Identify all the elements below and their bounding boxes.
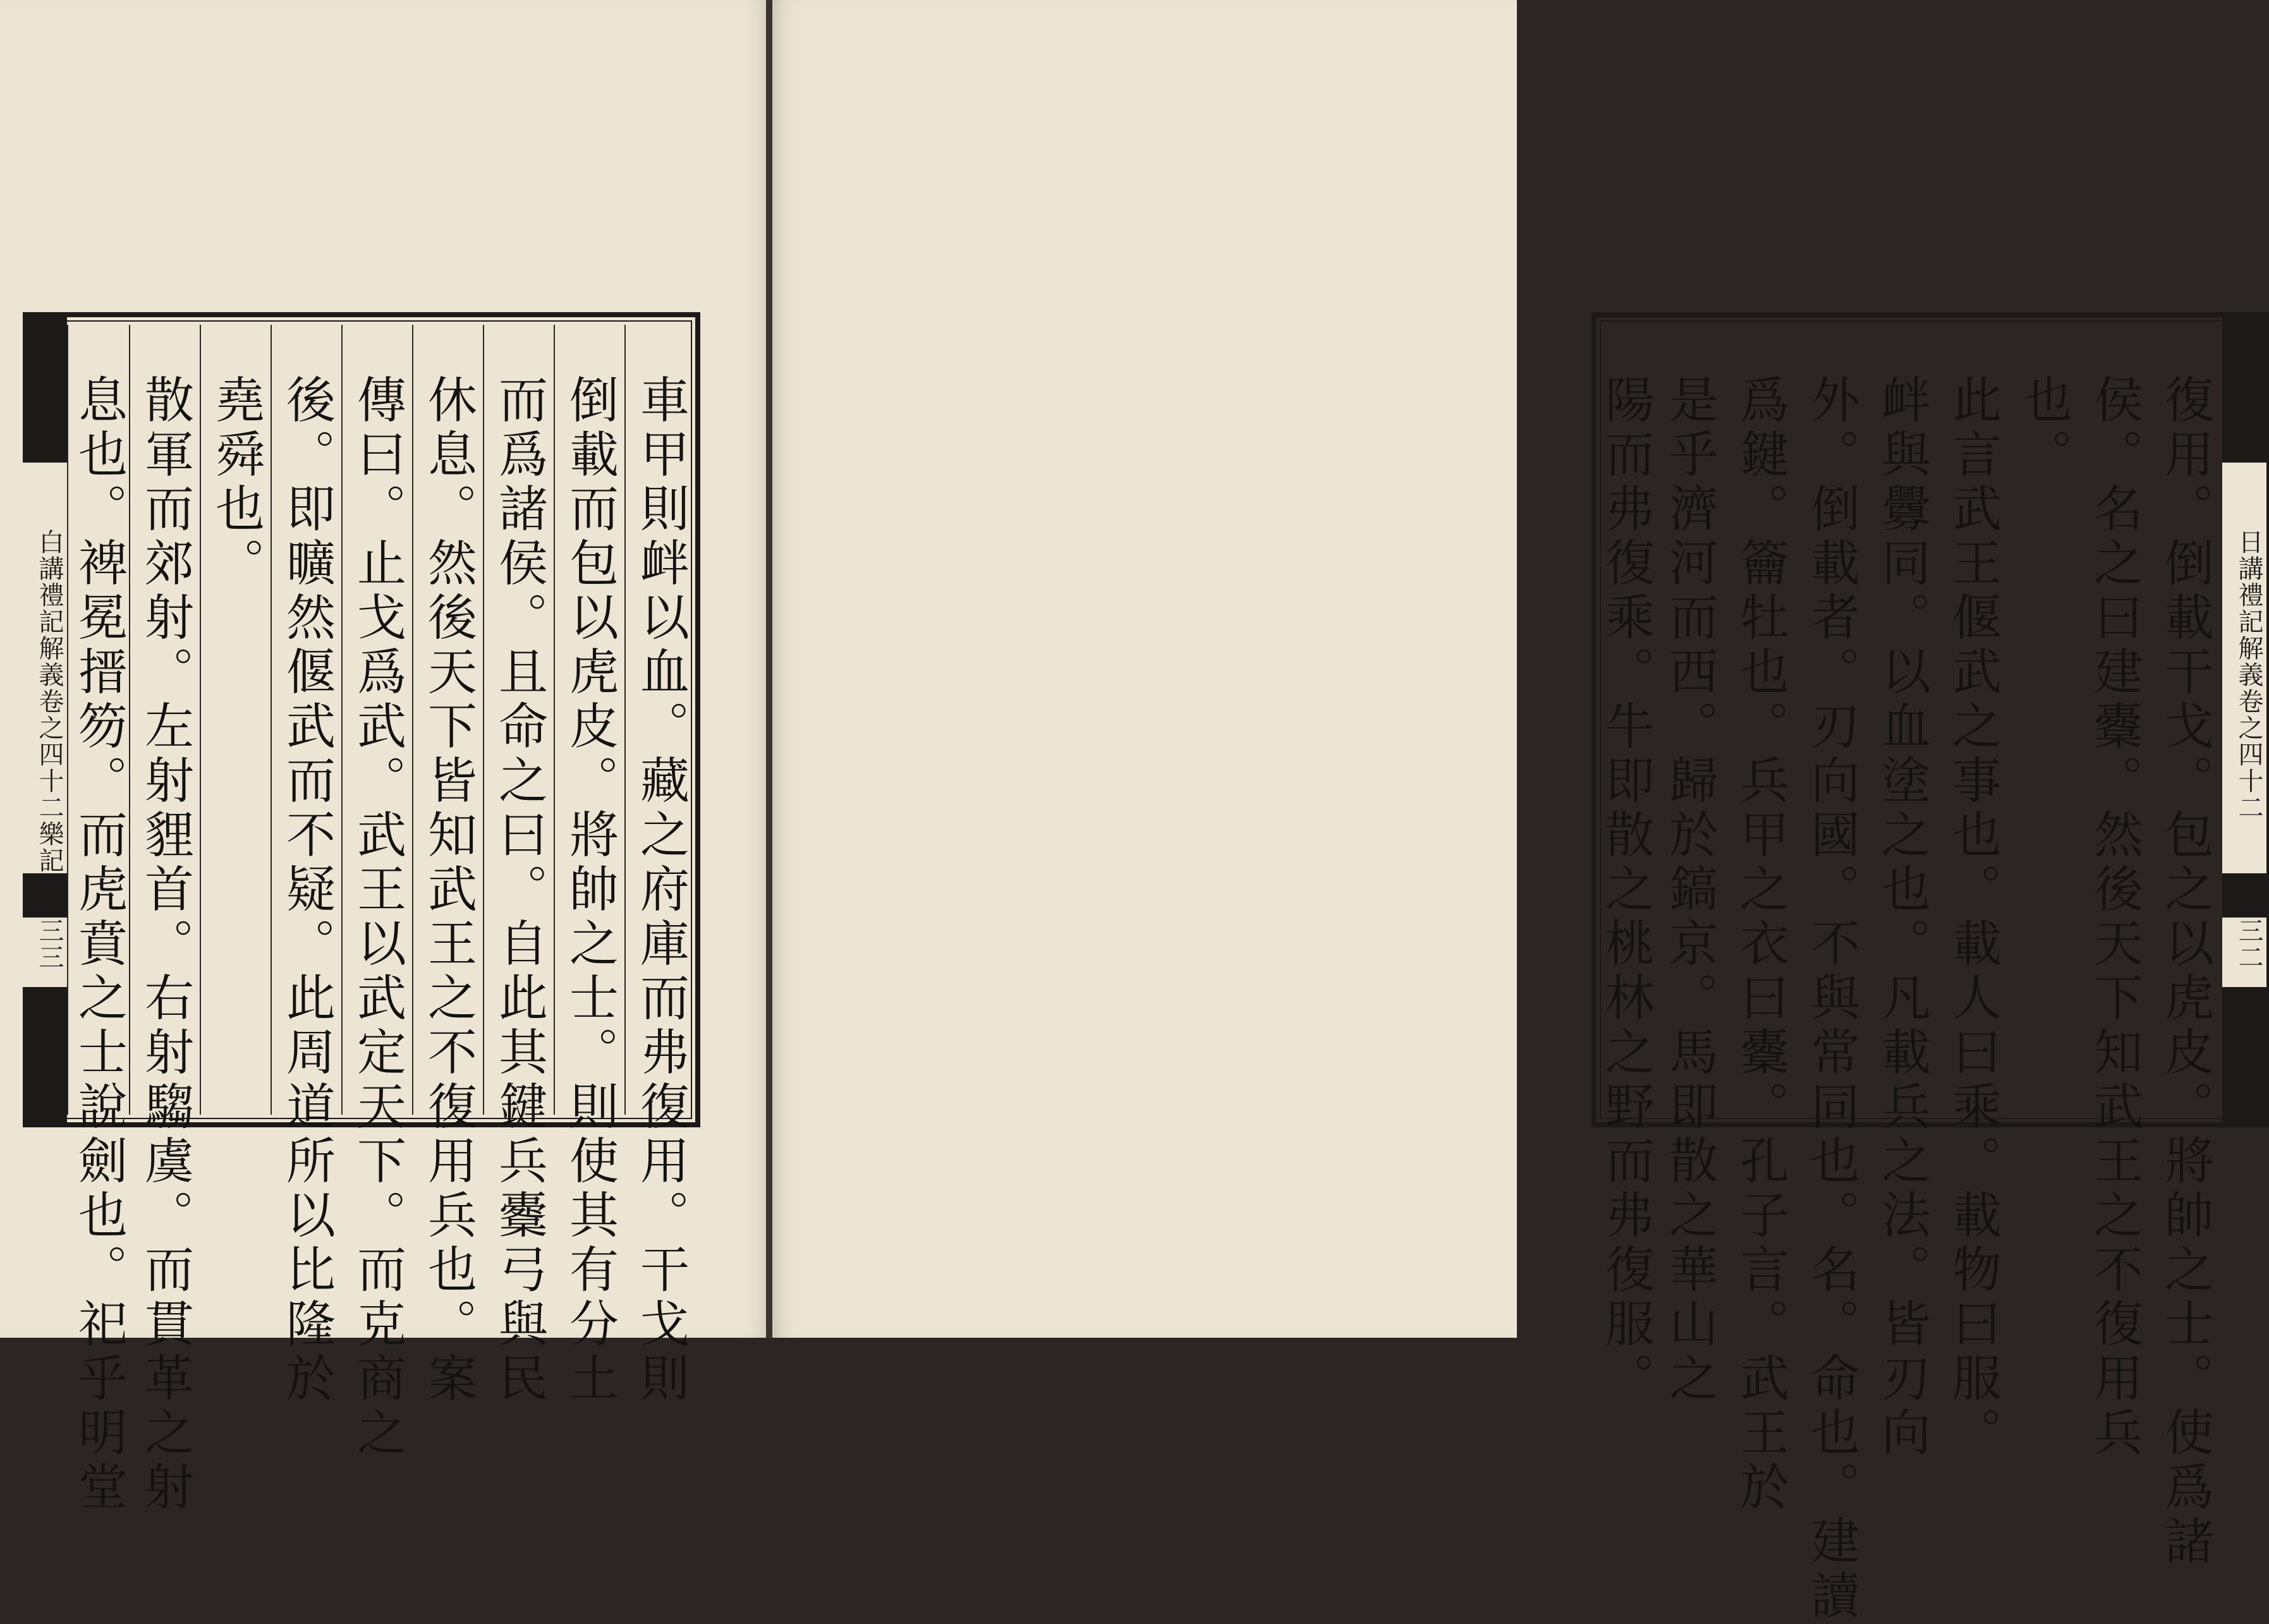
left-text-frame [23,312,700,1515]
black-mouth-bottom [23,987,67,1122]
column-text: 倒載而包以虎皮。將帥之士。則使其有分土 [561,374,618,1407]
left-column-3 [483,325,554,1407]
black-mouth-bottom [2222,987,2266,1122]
left-column-7 [200,325,271,1115]
right-column-2 [2078,325,2149,1461]
right-page [772,0,2263,1624]
left-column-2 [554,325,624,1407]
left-column-4 [412,325,483,1407]
margin-title: 白講禮記解義卷之四十二樂記 [35,529,64,874]
column-text: 休息。然後天下皆知武王之不復用兵也。案 [420,374,477,1407]
column-text: 後。即曠然偃武而不疑。此周道所以比隆於 [278,374,335,1407]
right-column-4 [1937,325,2007,1461]
left-column-6 [271,325,341,1407]
right-column-5 [1866,325,1937,1461]
column-text: 復用。倒載干戈。包之以虎皮。將帥之士。使爲諸 [2156,374,2213,1570]
right-column-6 [1795,325,1866,1624]
margin-page-number: 三三 [35,918,64,971]
left-column-1 [624,325,695,1407]
right-column-1 [2149,325,2220,1570]
fish-tail-mark [2222,873,2266,918]
column-text: 也。 [2015,374,2072,483]
column-text: 陽而弗復乘。牛即散之桃林之野而弗復服。 [1597,374,1654,1407]
right-column-8 [1653,325,1724,1407]
fish-tail-mark [23,873,67,918]
column-text: 衅與釁同。以血塗之也。凡載兵之法。皆刃向 [1873,374,1930,1461]
left-column-9 [67,325,129,1515]
column-text: 侯。名之曰建櫜。然後天下知武王之不復用兵 [2086,374,2143,1461]
right-column-3 [2007,325,2078,1115]
column-text: 外。倒載者。刃向國。不與常同也。名。命也。建讀 [1803,374,1859,1624]
column-text: 堯舜也。 [207,374,264,591]
column-text: 此言武王偃武之事也。載人曰乘。載物曰服。 [1944,374,2001,1461]
margin-page-number: 三二 [2234,918,2263,971]
column-text: 爲鍵。籥牡也。兵甲之衣曰櫜。孔子言。武王於 [1732,374,1789,1515]
column-text: 息也。裨冕搢笏。而虎賁之士說劍也。祀乎明堂 [70,374,127,1515]
margin-title: 日講禮記解義卷之四十二 [2234,529,2263,821]
right-fish-tail-column [2222,317,2266,1122]
black-mouth-top [23,317,67,463]
left-page [0,0,770,1515]
right-column-9 [1597,325,1654,1407]
left-column-8 [129,325,200,1515]
left-column-5 [341,325,412,1461]
right-column-7 [1724,325,1795,1515]
column-text: 而爲諸侯。且命之曰。自此其鍵兵櫜弓與民 [490,374,547,1407]
column-text: 車甲則衅以血。藏之府庫而弗復用。干戈則 [632,374,689,1407]
right-text-frame [1591,312,2269,1624]
column-text: 是乎濟河而西。歸於鎬京。馬即散之華山之 [1661,374,1718,1407]
left-fish-tail-column [23,317,67,1122]
column-text: 傳曰。止戈爲武。武王以武定天下。而克商之 [349,374,406,1461]
column-text: 散軍而郊射。左射貍首。右射騶虞。而貫革之射 [137,374,193,1515]
black-mouth-top [2222,317,2266,463]
